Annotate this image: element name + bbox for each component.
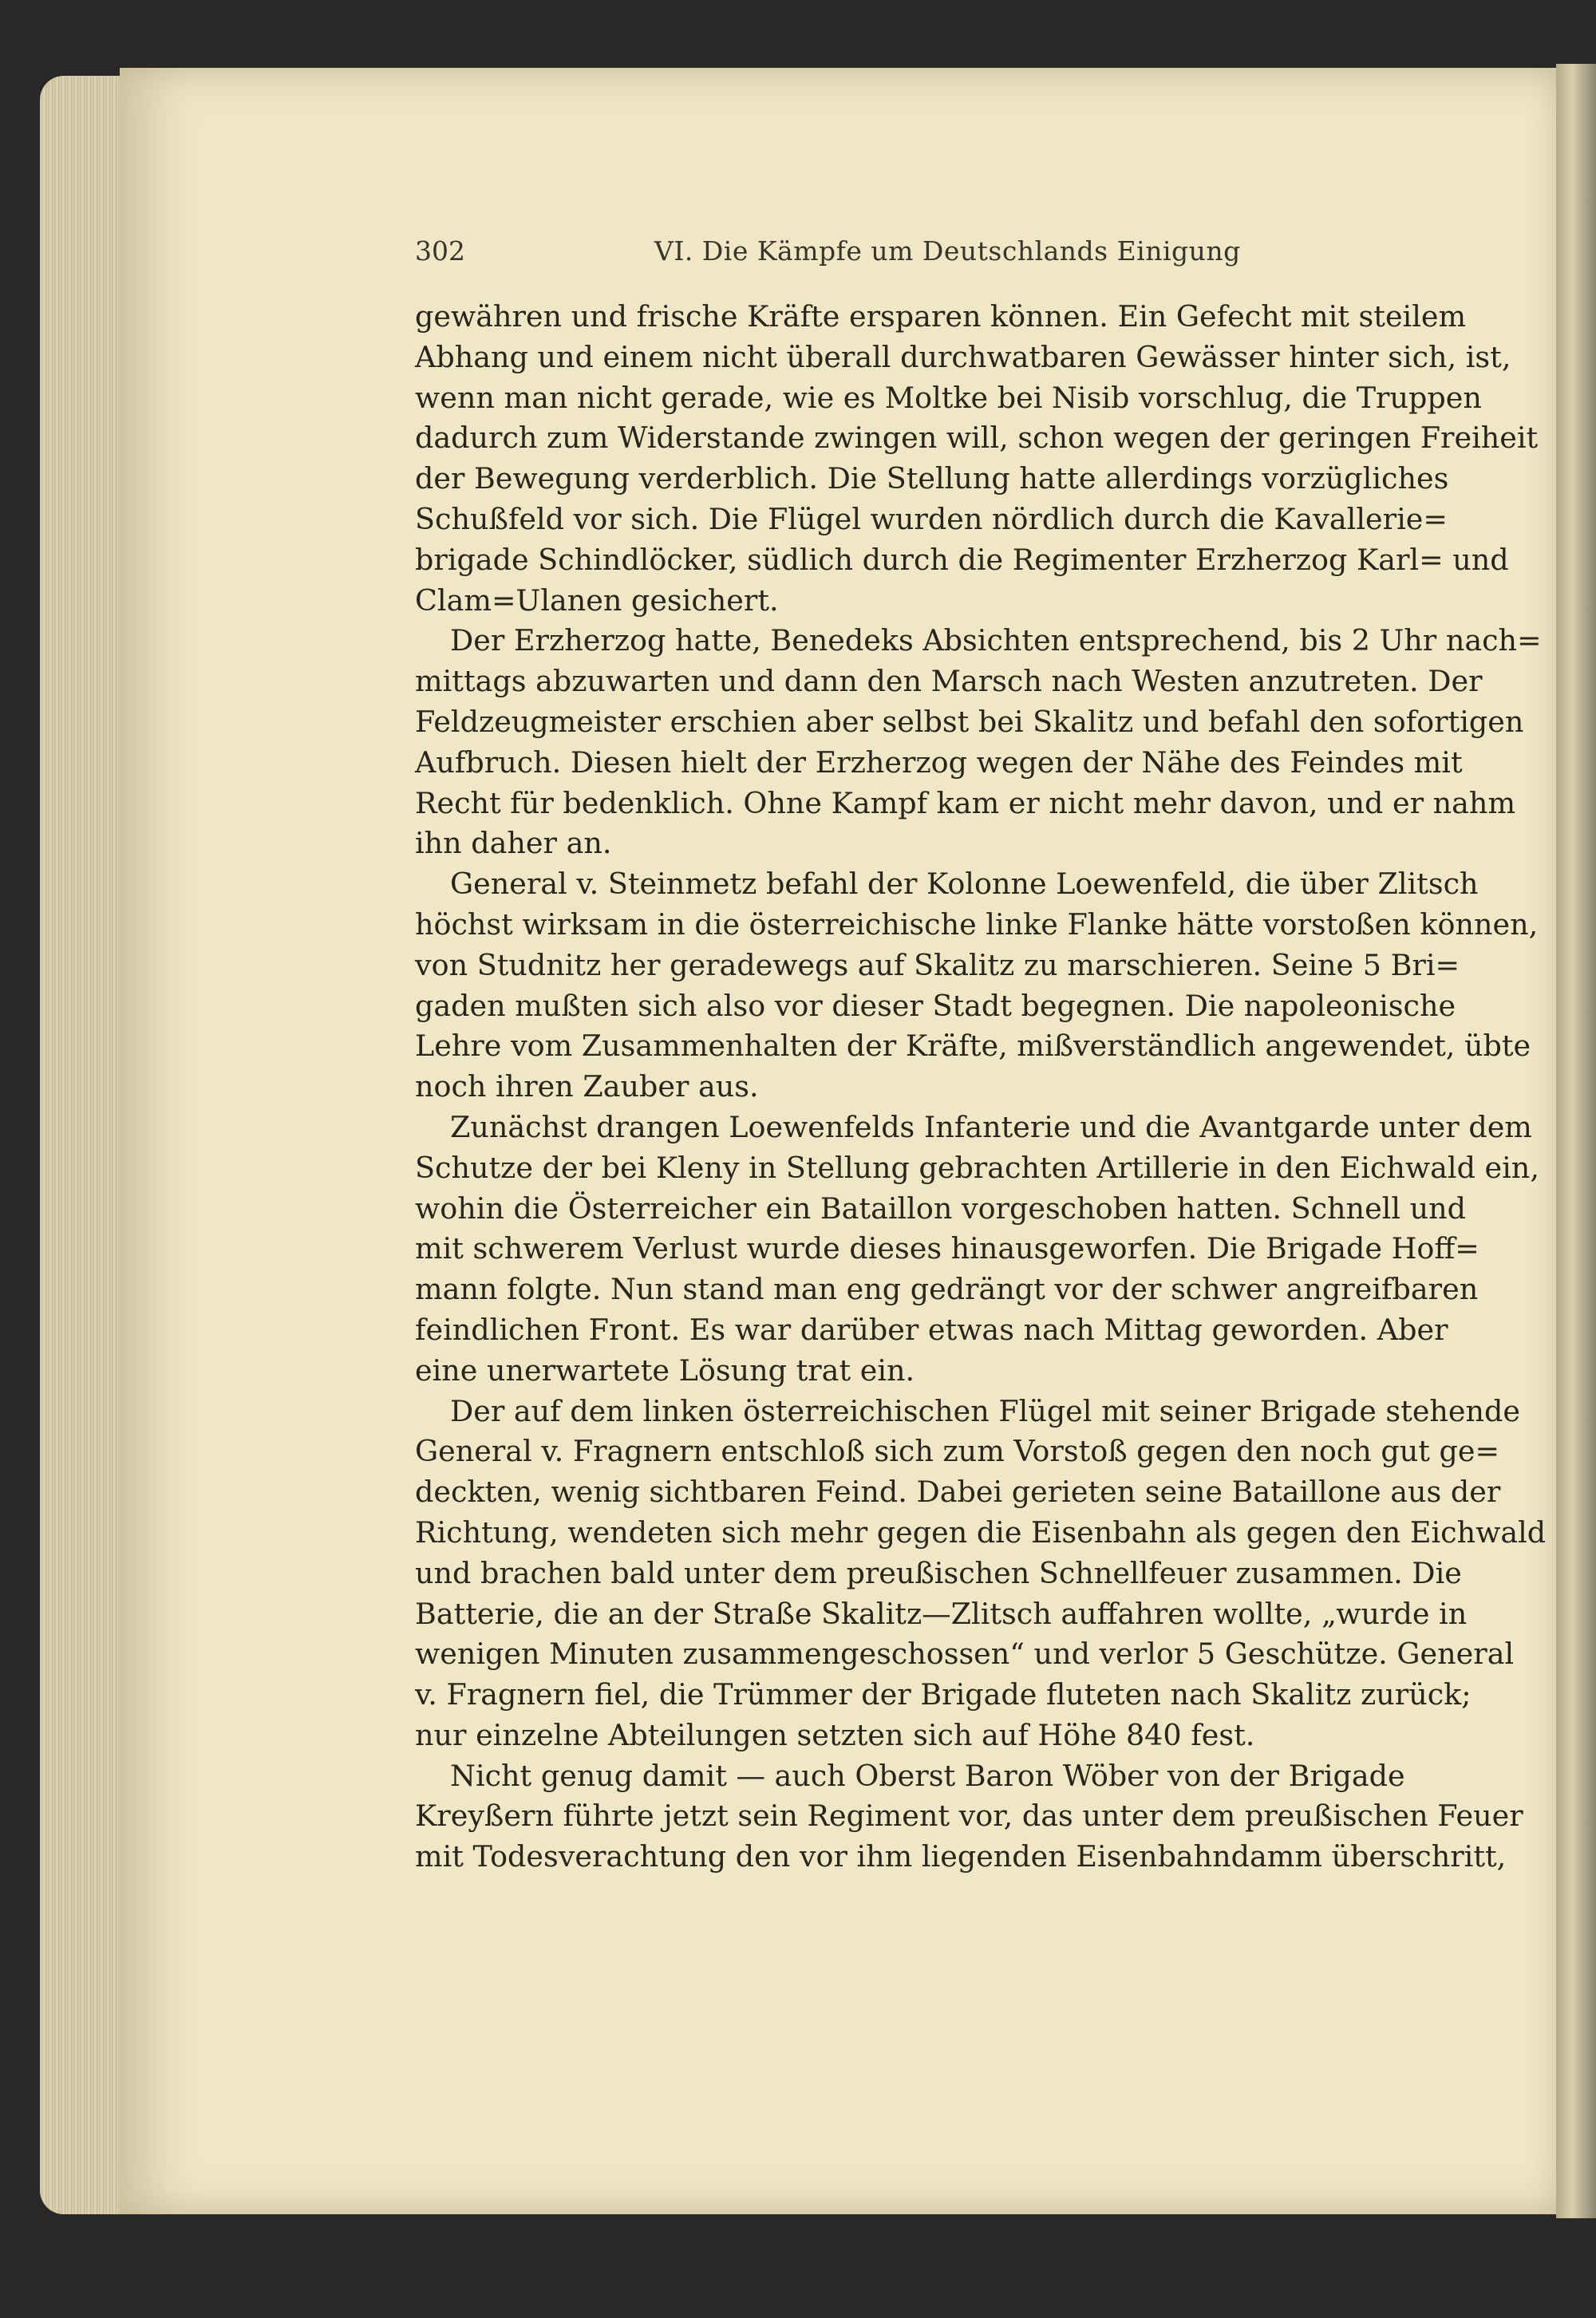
text-line: Kreyßern führte jetzt sein Regiment vor, das unter dem preußischen Feuer: [415, 1799, 1523, 1834]
text-line: von Studnitz her geradewegs auf Skalitz zu marschieren. Seine 5 Bri=: [415, 947, 1460, 982]
text-line: Schußfeld vor sich. Die Flügel wurden nördlich durch die Kavallerie=: [415, 501, 1448, 536]
text-line: Recht für bedenklich. Ohne Kampf kam er nicht mehr davon, und er nahm: [415, 785, 1516, 820]
text-line: Zunächst drangen Loewenfelds Infanterie und die Avantgarde unter dem: [450, 1109, 1532, 1144]
text-line: Feldzeugmeister erschien aber selbst bei Skalitz und befahl den sofortigen: [415, 704, 1524, 739]
text-line: und brachen bald unter dem preußischen Schnellfeuer zusammen. Die: [415, 1555, 1462, 1590]
running-title: VI. Die Kämpfe um Deutschlands Einigung: [654, 235, 1241, 267]
text-line: gewähren und frische Kräfte ersparen können. Ein Gefecht mit steilem: [415, 299, 1467, 334]
page-number: 302: [415, 235, 465, 267]
text-line: höchst wirksam in die österreichische linke Flanke hätte vorstoßen können,: [415, 906, 1539, 942]
text-line: mittags abzuwarten und dann den Marsch nach Westen anzutreten. Der: [415, 664, 1483, 699]
text-line: Nicht genug damit — auch Oberst Baron Wöber von der Brigade: [450, 1758, 1405, 1793]
text-line: wohin die Österreicher ein Bataillon vorgeschoben hatten. Schnell und: [415, 1191, 1466, 1226]
text-line: eine unerwartete Lösung trat ein.: [415, 1352, 915, 1388]
text-line: Clam=Ulanen gesichert.: [415, 582, 779, 618]
book-right-edge: [1556, 64, 1596, 2218]
text-line: der Bewegung verderblich. Die Stellung hatte allerdings vorzügliches: [415, 461, 1449, 496]
text-line: Abhang und einem nicht überall durchwatbaren Gewässer hinter sich, ist,: [415, 339, 1511, 374]
running-header: [415, 235, 1404, 272]
text-line: v. Fragnern fiel, die Trümmer der Brigade fluteten nach Skalitz zurück;: [415, 1677, 1472, 1712]
text-line: Schutze der bei Kleny in Stellung gebrachten Artillerie in den Eichwald ein,: [415, 1150, 1539, 1185]
text-line: mann folgte. Nun stand man eng gedrängt vor der schwer angreifbaren: [415, 1272, 1479, 1307]
text-line: ihn daher an.: [415, 826, 612, 861]
text-line: Der auf dem linken österreichischen Flügel mit seiner Brigade stehende: [450, 1393, 1521, 1428]
text-line: Der Erzherzog hatte, Benedeks Absichten entsprechend, bis 2 Uhr nach=: [450, 623, 1542, 658]
text-line: wenn man nicht gerade, wie es Moltke bei Nisib vorschlug, die Truppen: [415, 380, 1482, 415]
text-line: wenigen Minuten zusammengeschossen“ und verlor 5 Geschütze. General: [415, 1637, 1515, 1672]
text-line: mit schwerem Verlust wurde dieses hinausgeworfen. Die Brigade Hoff=: [415, 1231, 1479, 1266]
text-line: Lehre vom Zusammenhalten der Kräfte, mißverständlich angewendet, übte: [415, 1029, 1531, 1064]
text-line: gaden mußten sich also vor dieser Stadt begegnen. Die napoleonische: [415, 988, 1456, 1023]
text-line: dadurch zum Widerstande zwingen will, schon wegen der geringen Freiheit: [415, 421, 1539, 456]
text-line: mit Todesverachtung den vor ihm liegenden Eisenbahndamm überschritt,: [415, 1839, 1507, 1874]
text-line: nur einzelne Abteilungen setzten sich auf Höhe 840 fest.: [415, 1717, 1255, 1752]
text-line: Richtung, wendeten sich mehr gegen die Eisenbahn als gegen den Eichwald: [415, 1514, 1547, 1550]
text-line: brigade Schindlöcker, südlich durch die Regimenter Erzherzog Karl= und: [415, 542, 1509, 577]
body-text: [415, 297, 1547, 1878]
text-line: noch ihren Zauber aus.: [415, 1069, 759, 1104]
text-line: feindlichen Front. Es war darüber etwas nach Mittag geworden. Aber: [415, 1312, 1448, 1347]
text-line: General v. Steinmetz befahl der Kolonne Loewenfeld, die über Zlitsch: [450, 867, 1479, 902]
text-line: Batterie, die an der Straße Skalitz—Zlitsch auffahren wollte, „wurde in: [415, 1596, 1468, 1631]
text-line: deckten, wenig sichtbaren Feind. Dabei gerieten seine Bataillone aus der: [415, 1475, 1501, 1510]
text-line: Aufbruch. Diesen hielt der Erzherzog wegen der Nähe des Feindes mit: [415, 744, 1463, 780]
text-line: General v. Fragnern entschloß sich zum Vorstoß gegen den noch gut ge=: [415, 1434, 1500, 1469]
